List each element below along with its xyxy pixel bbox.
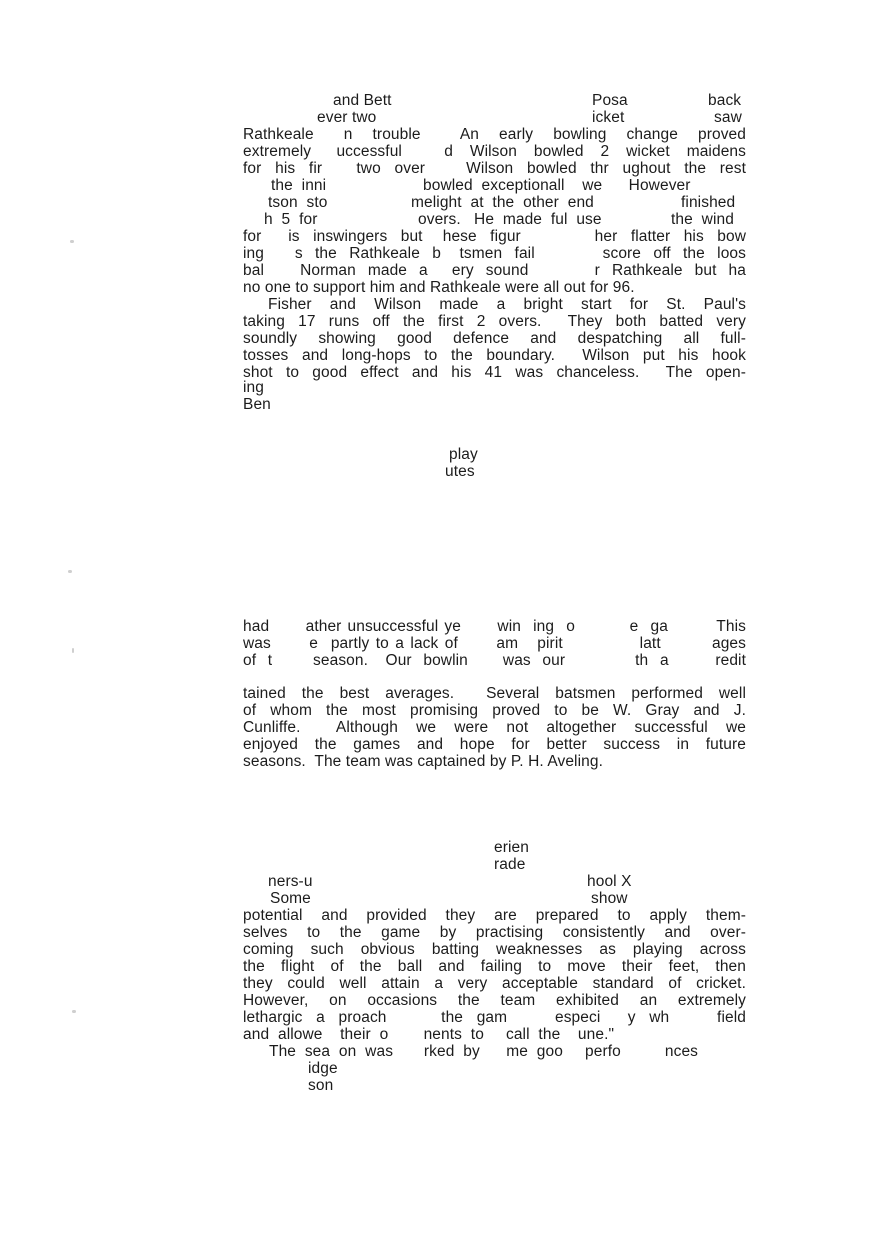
text-line: back: [708, 92, 742, 109]
text-line: saw: [714, 109, 742, 126]
text-line: for is inswingers but hese figur her flatter his bow: [243, 228, 746, 245]
text-line: they could well attain a very acceptable standard of cricket.: [243, 975, 746, 992]
text-line: However, on occasions the team exhibited an extremely: [243, 992, 746, 1009]
text-line: the wind: [671, 211, 734, 228]
text-line: ners-u: [268, 873, 313, 890]
text-line: idge: [308, 1060, 338, 1077]
text-line: utes: [445, 463, 475, 480]
scan-speck: [72, 1010, 76, 1013]
text-line: melight at the other end: [411, 194, 594, 211]
text-line: The sea on was rked by me goo perfo nces: [269, 1043, 699, 1060]
text-line: extremely uccessful d Wilson bowled 2 wicket maidens: [243, 143, 746, 160]
text-line: hool X: [587, 873, 632, 890]
text-line: tson sto: [268, 194, 328, 211]
scan-speck: [72, 648, 74, 653]
text-line: Ben: [243, 396, 271, 413]
text-line: the inni: [271, 177, 327, 194]
text-line: rade: [494, 856, 526, 873]
text-line: overs. He made ful use: [418, 211, 602, 228]
text-line: Posa: [592, 92, 628, 109]
text-line: icket: [592, 109, 625, 126]
text-line: selves to the game by practising consistently and over-: [243, 924, 746, 941]
text-line: shot to good effect and his 41 was chanceless. The open-: [243, 364, 746, 381]
text-line: son: [308, 1077, 334, 1094]
text-line: coming such obvious batting weaknesses as playing across: [243, 941, 746, 958]
text-line: potential and provided they are prepared to apply them-: [243, 907, 746, 924]
scan-speck: [70, 240, 74, 243]
text-line: finished: [681, 194, 736, 211]
text-line: ing: [243, 379, 264, 396]
text-line: play: [449, 446, 478, 463]
text-line: tosses and long-hops to the boundary. Wilson put his hook: [243, 347, 746, 364]
text-line: and Bett: [333, 92, 392, 109]
text-line: Rathkeale n trouble An early bowling change proved: [243, 126, 746, 143]
text-line: bal Norman made a ery sound r Rathkeale but ha: [243, 262, 746, 279]
scan-speck: [68, 570, 72, 573]
text-line: soundly showing good defence and despatching all full-: [243, 330, 746, 347]
text-line: ing s the Rathkeale b tsmen fail score off the loos: [243, 245, 746, 262]
text-line: taking 17 runs off the first 2 overs. They both batted very: [243, 313, 746, 330]
text-line: no one to support him and Rathkeale were all out for 96.: [243, 279, 635, 296]
text-line: and allowe their o nents to call the une.": [243, 1026, 615, 1043]
text-line: enjoyed the games and hope for better success in future: [243, 736, 746, 753]
text-line: of whom the most promising proved to be W. Gray and J.: [243, 702, 746, 719]
text-line: show: [591, 890, 628, 907]
text-line: tained the best averages. Several batsmen performed well: [243, 685, 746, 702]
text-line: of t season. Our bowlin was our th a redit: [243, 652, 746, 669]
text-line: Some: [270, 890, 311, 907]
text-line: for his fir two over Wilson bowled thr ughout the rest: [243, 160, 746, 177]
text-line: Fisher and Wilson made a bright start for St. Paul's: [268, 296, 746, 313]
text-line: h 5 for: [264, 211, 318, 228]
text-line: lethargic a proach the gam especi y wh field: [243, 1009, 746, 1026]
text-line: had ather unsuccessful ye win ing o e ga This: [243, 618, 746, 635]
text-line: bowled exceptionall we However: [423, 177, 691, 194]
text-line: erien: [494, 839, 529, 856]
text-line: Cunliffe. Although we were not altogether successful we: [243, 719, 746, 736]
text-line: seasons. The team was captained by P. H. Aveling.: [243, 753, 603, 770]
text-line: ever two: [317, 109, 377, 126]
text-line: the flight of the ball and failing to move their feet, then: [243, 958, 746, 975]
text-line: was e partly to a lack of am pirit latt ages: [243, 635, 746, 652]
